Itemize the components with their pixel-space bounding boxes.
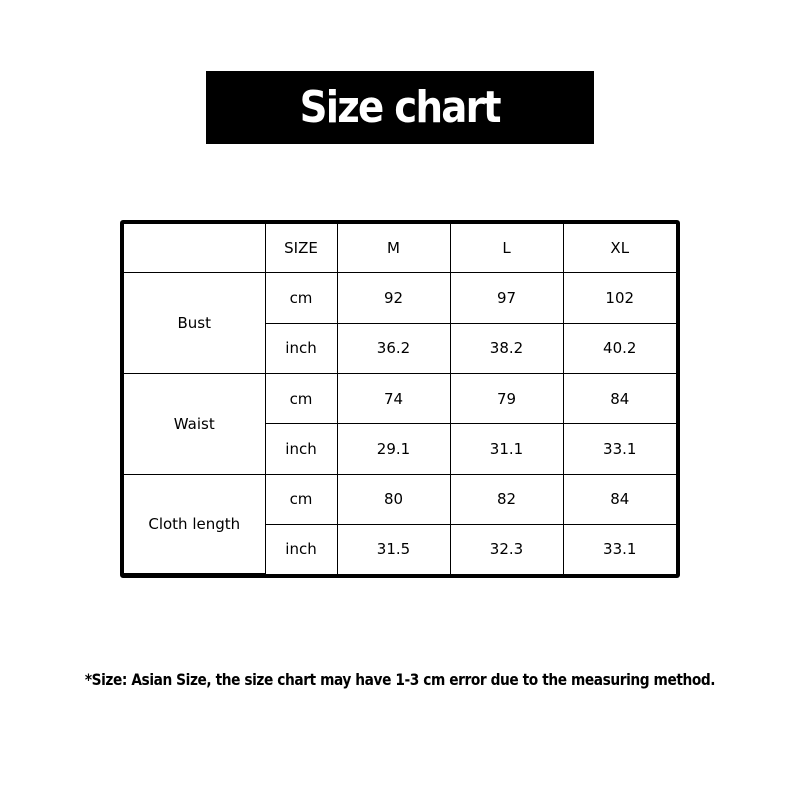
value-cell: 82 [450,474,563,524]
unit-cell: cm [265,273,337,323]
table-row [124,273,676,323]
header-row [124,224,676,273]
unit-cell: inch [265,524,337,573]
header-size-l: L [450,224,563,273]
value-cell: 80 [337,474,450,524]
group-label-waist: Waist [124,374,265,475]
header-corner-cell [124,224,265,273]
value-cell: 74 [337,374,450,424]
size-table [124,224,676,574]
value-cell: 29.1 [337,424,450,474]
value-cell: 84 [563,474,676,524]
value-cell: 40.2 [563,323,676,373]
value-cell: 38.2 [450,323,563,373]
header-size-label: SIZE [265,224,337,273]
size-note: *Size: Asian Size, the size chart may have 1-3 cm error due to the measuring method. [84,670,716,689]
value-cell: 102 [563,273,676,323]
header-size-xl: XL [563,224,676,273]
value-cell: 36.2 [337,323,450,373]
group-label-bust: Bust [124,273,265,374]
size-table-container [120,220,680,578]
value-cell: 31.5 [337,524,450,573]
page-title: Size chart [299,82,501,133]
title-banner [206,71,594,144]
unit-cell: cm [265,474,337,524]
value-cell: 92 [337,273,450,323]
value-cell: 33.1 [563,524,676,573]
table-row [124,474,676,524]
unit-cell: cm [265,374,337,424]
value-cell: 33.1 [563,424,676,474]
header-size-m: M [337,224,450,273]
value-cell: 97 [450,273,563,323]
value-cell: 31.1 [450,424,563,474]
value-cell: 79 [450,374,563,424]
unit-cell: inch [265,323,337,373]
table-row [124,374,676,424]
group-label-cloth-length: Cloth length [124,474,265,573]
unit-cell: inch [265,424,337,474]
value-cell: 32.3 [450,524,563,573]
value-cell: 84 [563,374,676,424]
